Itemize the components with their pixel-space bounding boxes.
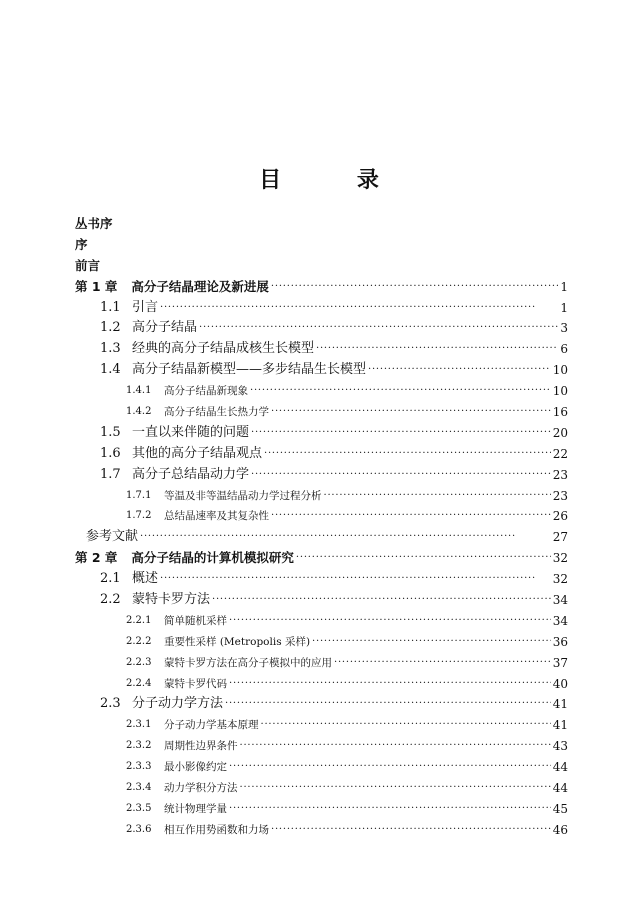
toc-entry-page-number: 10 <box>552 384 568 399</box>
toc-entry-refs[interactable] <box>75 527 568 548</box>
toc-front-matter-preface[interactable] <box>75 235 568 256</box>
toc-entry-title: 最小影像约定 <box>164 761 227 774</box>
toc-entry-page-number: 43 <box>552 739 568 754</box>
toc-entry-title: 参考文献 <box>86 529 139 545</box>
toc-entry-section[interactable] <box>75 569 568 590</box>
toc-entry-title: 前言 <box>75 257 101 273</box>
dot-leader <box>261 715 551 736</box>
page-title: 目 录 <box>259 168 413 193</box>
toc-entry-number: 1.2 <box>100 320 121 336</box>
toc-front-matter-series-preface[interactable] <box>75 214 568 235</box>
toc-entry-section[interactable] <box>75 465 568 486</box>
toc-entry-sub[interactable] <box>75 674 568 695</box>
toc-entry-section[interactable] <box>75 590 568 611</box>
dot-leader <box>312 632 551 653</box>
toc-entry-number: 第 2 章 <box>75 550 118 566</box>
toc-entry-chapter[interactable] <box>75 548 568 569</box>
dot-leader <box>271 820 551 841</box>
toc-entry-page-number: 26 <box>552 509 568 524</box>
toc-entry-title: 序 <box>75 236 88 252</box>
toc-entry-number: 2.3.1 <box>126 719 152 731</box>
toc-entry-number: 1.7.2 <box>126 510 152 522</box>
dot-leader <box>251 465 551 486</box>
toc-entry-title: 一直以来伴随的问题 <box>132 424 250 440</box>
toc-entry-number: 2.3.3 <box>126 761 152 773</box>
toc-entry-number: 2.2.3 <box>126 656 152 668</box>
toc-entry-title: 分子动力学方法 <box>132 696 224 712</box>
toc-entry-page-number: 10 <box>552 363 568 378</box>
toc-entry-number: 1.6 <box>100 445 121 461</box>
toc-entry-page-number: 32 <box>552 551 568 566</box>
toc-entry-sub[interactable] <box>75 715 568 736</box>
dot-leader <box>240 778 551 799</box>
toc-entry-sub[interactable] <box>75 632 568 653</box>
toc-entry-title: 分子动力学基本原理 <box>164 719 259 732</box>
dot-leader <box>271 277 558 298</box>
toc-entry-number: 2.2.1 <box>126 614 152 626</box>
toc-entry-number: 2.3 <box>100 696 121 712</box>
toc-entry-page-number: 37 <box>552 655 568 670</box>
dot-leader <box>212 590 551 611</box>
toc-entry-title: 动力学积分方法 <box>164 782 238 795</box>
dot-leader <box>160 569 551 590</box>
toc-entry-page-number: 20 <box>552 425 568 440</box>
toc-entry-number: 1.4.1 <box>126 385 152 397</box>
toc-entry-page-number: 1 <box>560 279 568 294</box>
toc-entry-page-number: 1 <box>560 300 568 315</box>
toc-entry-page-number: 16 <box>552 405 568 419</box>
dot-leader <box>229 799 551 820</box>
toc-entry-page-number: 23 <box>552 488 568 503</box>
toc-entry-number: 1.7.1 <box>126 489 152 501</box>
toc-front-matter-foreword[interactable] <box>75 256 568 277</box>
dot-leader <box>368 360 551 381</box>
dot-leader <box>229 611 551 632</box>
dot-leader <box>199 318 558 339</box>
toc-entry-number: 2.2.2 <box>126 635 152 647</box>
toc-entry-title: 蒙特卡罗代码 <box>164 677 227 690</box>
toc-entry-section[interactable] <box>75 318 568 339</box>
dot-leader <box>250 381 551 402</box>
toc-entry-page-number: 34 <box>552 613 568 628</box>
toc-entry-title: 重要性采样 (Metropolis 采样) <box>164 635 311 648</box>
toc-entry-title: 总结晶速率及其复杂性 <box>164 510 269 523</box>
toc-entry-title: 高分子结晶 <box>132 320 198 336</box>
toc-entry-title: 等温及非等温结晶动力学过程分析 <box>164 489 322 502</box>
toc-entry-title: 概述 <box>132 571 159 587</box>
toc-entry-number: 1.4 <box>100 362 121 378</box>
toc-entry-chapter[interactable] <box>75 277 568 298</box>
dot-leader <box>229 757 551 778</box>
toc-entry-sub[interactable] <box>75 611 568 632</box>
dot-leader <box>264 444 551 465</box>
toc-entry-title: 统计物理学量 <box>164 802 227 815</box>
toc-entry-sub[interactable] <box>75 381 568 402</box>
toc-entry-title: 相互作用势函数和力场 <box>164 823 269 836</box>
toc-entry-number: 1.4.2 <box>126 406 152 417</box>
toc-entry-page-number: 46 <box>552 822 568 837</box>
toc-entry-page-number: 22 <box>552 446 568 461</box>
dot-leader <box>334 653 551 674</box>
toc-entry-number: 2.1 <box>100 571 121 587</box>
toc-entry-page-number: 41 <box>552 697 568 712</box>
toc-entry-number: 2.2.4 <box>126 677 152 689</box>
toc-entry-title: 简单随机采样 <box>164 614 227 627</box>
toc-entry-sub[interactable] <box>75 799 568 820</box>
dot-leader <box>240 736 551 757</box>
toc-entries <box>75 277 568 841</box>
toc-entry-number: 2.3.4 <box>126 782 152 794</box>
toc-entry-number: 1.7 <box>100 466 121 482</box>
toc-entry-page-number: 36 <box>552 634 568 649</box>
dot-leader <box>271 506 551 527</box>
dot-leader <box>251 423 551 444</box>
toc-entry-title: 蒙特卡罗方法 <box>132 592 211 608</box>
toc-entry-title: 高分子总结晶动力学 <box>132 466 250 482</box>
toc-entry-title: 高分子结晶生长热力学 <box>164 406 269 418</box>
toc-entry-sub[interactable] <box>75 653 568 674</box>
toc-entry-page-number: 41 <box>552 718 568 733</box>
toc-entry-number: 2.3.2 <box>126 740 152 752</box>
toc-entry-number: 2.3.5 <box>126 802 152 814</box>
toc-entry-number: 1.3 <box>100 341 121 357</box>
toc-entry-section[interactable] <box>75 360 568 381</box>
toc-entry-number: 2.2 <box>100 592 121 608</box>
toc-entry-title: 蒙特卡罗方法在高分子模拟中的应用 <box>164 656 332 669</box>
toc-entry-section[interactable] <box>75 298 568 319</box>
dot-leader <box>296 548 551 569</box>
toc-entry-title: 引言 <box>132 299 159 315</box>
toc-entry-section[interactable] <box>75 694 568 715</box>
toc-entry-sub[interactable] <box>75 778 568 799</box>
table-of-contents <box>75 214 568 841</box>
toc-entry-number: 第 1 章 <box>75 278 118 294</box>
toc-entry-page-number: 27 <box>552 530 568 545</box>
toc-entry-sub[interactable] <box>75 736 568 757</box>
toc-entry-title: 经典的高分子结晶成核生长模型 <box>132 341 315 357</box>
toc-entry-number: 1.1 <box>100 299 121 315</box>
toc-entry-number: 1.5 <box>100 424 121 440</box>
toc-entry-title: 高分子结晶新现象 <box>164 385 248 398</box>
toc-entry-title: 高分子结晶的计算机模拟研究 <box>131 550 294 566</box>
toc-entry-page-number: 6 <box>560 342 568 357</box>
toc-entry-title: 高分子结晶理论及新进展 <box>131 278 269 294</box>
toc-entry-sub[interactable] <box>75 506 568 527</box>
dot-leader <box>225 694 551 715</box>
toc-entry-page-number: 3 <box>560 321 568 336</box>
toc-entry-title: 高分子结晶新模型——多步结晶生长模型 <box>132 362 367 378</box>
toc-entry-page-number: 44 <box>552 781 568 796</box>
toc-entry-section[interactable] <box>75 444 568 465</box>
toc-entry-title: 其他的高分子结晶观点 <box>132 445 263 461</box>
toc-entry-page-number: 32 <box>552 572 568 587</box>
dot-leader <box>229 674 551 695</box>
toc-entry-section[interactable] <box>75 423 568 444</box>
toc-entry-title: 丛书序 <box>75 215 113 231</box>
toc-entry-page-number: 40 <box>552 676 568 691</box>
toc-entry-sub[interactable] <box>75 402 568 423</box>
toc-entry-sub[interactable] <box>75 486 568 507</box>
dot-leader <box>324 486 551 507</box>
toc-entry-section[interactable] <box>75 339 568 360</box>
dot-leader <box>160 298 558 319</box>
toc-entry-sub[interactable] <box>75 757 568 778</box>
dot-leader <box>316 339 558 360</box>
toc-entry-number: 2.3.6 <box>126 823 152 835</box>
toc-entry-sub[interactable] <box>75 820 568 841</box>
dot-leader <box>140 527 551 548</box>
toc-entry-page-number: 44 <box>552 760 568 775</box>
toc-entry-title: 周期性边界条件 <box>164 740 238 753</box>
toc-entry-page-number: 23 <box>552 467 568 482</box>
toc-entry-page-number: 45 <box>552 801 568 816</box>
toc-entry-page-number: 34 <box>552 593 568 608</box>
dot-leader <box>271 402 551 423</box>
